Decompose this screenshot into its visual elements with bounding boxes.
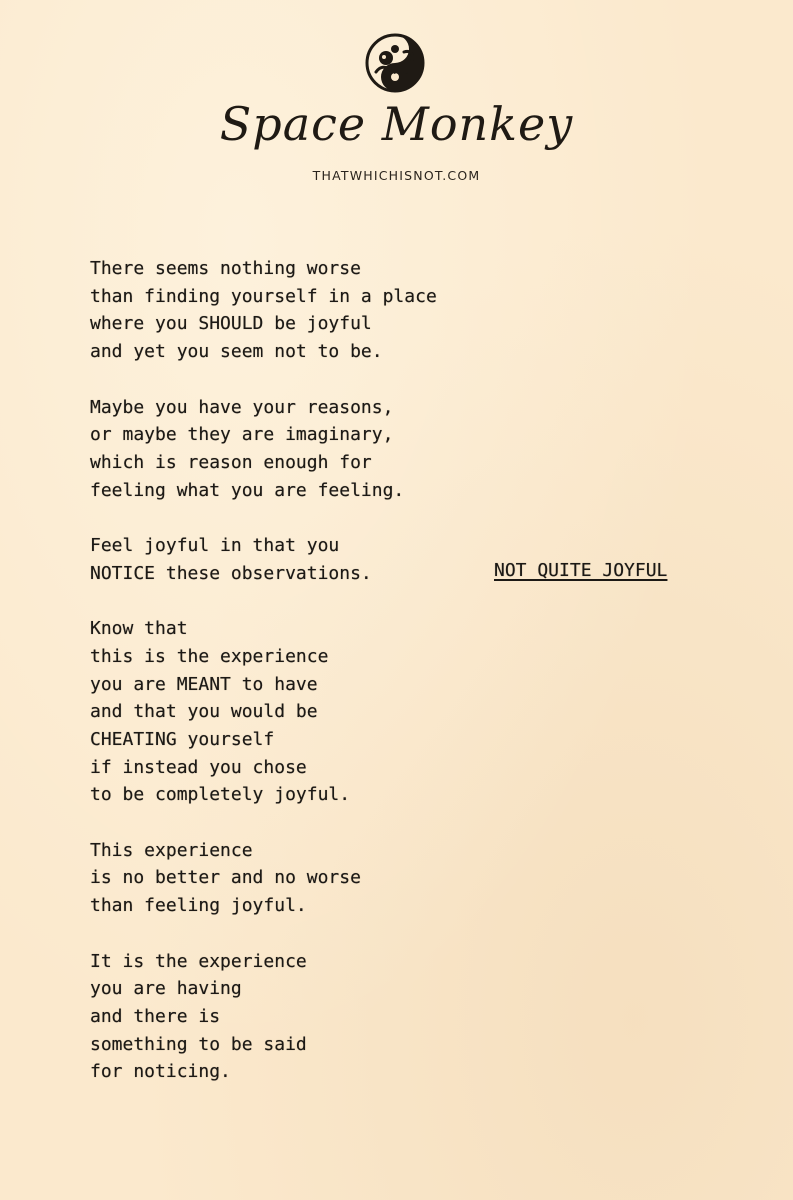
poem-line: NOTICE these observations. xyxy=(90,562,372,584)
poem-body xyxy=(90,255,510,1114)
poem-line: this is the experience xyxy=(90,645,329,667)
stanza xyxy=(90,255,510,366)
poem-line: Know that xyxy=(90,618,188,640)
stanza xyxy=(90,948,510,1087)
poem-line: is no better and no worse xyxy=(90,867,361,889)
stanza xyxy=(90,394,510,505)
poem-line: you are MEANT to have xyxy=(90,673,318,695)
poem-line: It is the experience xyxy=(90,950,307,972)
poem-line: which is reason enough for xyxy=(90,451,372,473)
poem-line: for noticing. xyxy=(90,1061,231,1083)
poem-line: if instead you chose xyxy=(90,756,307,778)
poem-line: and that you would be xyxy=(90,701,318,723)
stanza xyxy=(90,532,510,587)
poem-line: This experience xyxy=(90,839,253,861)
poem-line: Maybe you have your reasons, xyxy=(90,396,394,418)
poem-line: and yet you seem not to be. xyxy=(90,341,383,363)
poem-line: to be completely joyful. xyxy=(90,784,351,806)
poem-line: Feel joyful in that you xyxy=(90,535,340,556)
poem-title: NOT QUITE JOYFUL xyxy=(494,560,668,581)
brand-title: Space Monkey xyxy=(219,97,574,151)
space-monkey-logo-icon xyxy=(364,32,426,94)
poem-line: feeling what you are feeling. xyxy=(90,479,405,501)
poem-line: where you SHOULD be joyful xyxy=(90,313,372,335)
poem-line: or maybe they are imaginary, xyxy=(90,424,394,446)
poem-line: and there is xyxy=(90,1005,221,1027)
poem-line: than feeling joyful. xyxy=(90,895,307,917)
poem-line: you are having xyxy=(90,978,242,1000)
poem-line: CHEATING yourself xyxy=(90,728,275,750)
poem-line: something to be said xyxy=(90,1033,307,1055)
brand-tagline: THATWHICHISNOT.COM xyxy=(312,168,481,183)
poem-line: There seems nothing worse xyxy=(90,258,361,279)
stanza xyxy=(90,837,510,920)
stanza xyxy=(90,615,510,809)
header xyxy=(0,30,793,190)
poem-line: than finding yourself in a place xyxy=(90,285,437,307)
